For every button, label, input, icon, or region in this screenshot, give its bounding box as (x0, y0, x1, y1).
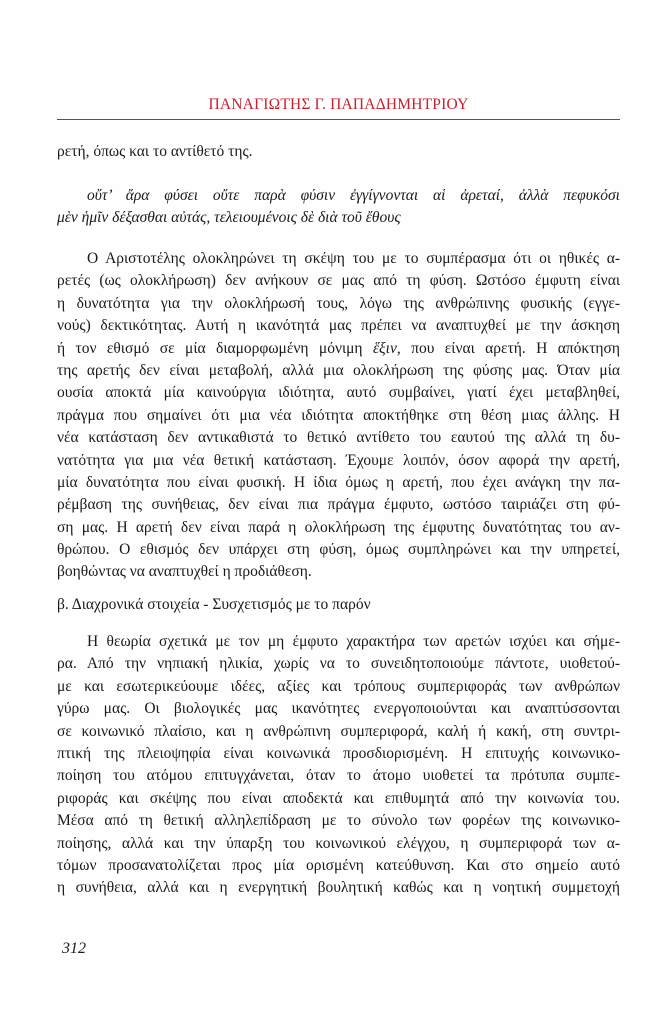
paragraph-line: ποίησης, αλλά και την ύπαρξη του κοινωνικού ελέγχου, η συμπεριφορά των α- (57, 834, 620, 852)
paragraph-line: πράγμα που σημαίνει ότι μια νέα ιδιότητα αποκτήθηκε στη θέση μιας άλλης. Η (57, 406, 620, 424)
paragraph-line: η συνήθεια, αλλά και η ενεργητική βουλητική καθώς και η νοητική συμμετοχή (57, 879, 620, 897)
paragraph-line-hexis (57, 338, 620, 360)
paragraph-line: βοηθώντας να αναπτυχθεί η προδιάθεση. (57, 563, 312, 581)
opening-line-block (57, 141, 620, 163)
paragraph-line: Ο Αριστοτέλης ολοκληρώνει τη σκέψη του με το συμπέρασμα ότι οι ηθικές α- (87, 250, 620, 267)
paragraph-line: ποίηση του ατόμου επιτυγχάνεται, όταν το άτομο υιοθετεί τα πρότυπα συμπε- (57, 767, 620, 785)
paragraph-line: τόμων προσανατολίζεται προς μία ορισμένη κατεύθυνση. Και στο σημείο αυτό (57, 856, 620, 874)
running-head: ΠΑΝΑΓΙΩΤΗΣ Γ. ΠΑΠΑΔΗΜΗΤΡΙΟΥ (208, 96, 469, 113)
paragraph-line: ουσία αποκτά μία καινούργια ιδιότητα, αυτό συμβαίνει, γιατί έχει μεταβληθεί, (57, 384, 620, 402)
paragraph-present-day (57, 631, 620, 900)
paragraph-line: νατότητα για μια νέα θετική κατάσταση. Έχουμε λοιπόν, όσον αφορά την αρετή, (57, 451, 620, 469)
paragraph-line: ριφοράς και σκέψης που είναι αποδεκτά και επιθυμητά από την κοινωνία του. (57, 789, 620, 807)
paragraph-line: με και εσωτερικεύουμε ιδέες, αξίες και τρόπους συμπεριφοράς των ανθρώπων (57, 677, 620, 695)
quote-line: οὔτ’ ἄρα φύσει οὔτε παρὰ φύσιν ἐγγίγνονται αἱ ἀρεταί, ἀλλὰ πεφυκόσι (87, 187, 620, 204)
paragraph-line: ρέμβαση της συνήθειας, δεν είναι πια πράγμα έμφυτο, ωστόσο ταιριάζει στη φύ- (57, 496, 620, 514)
header-rule (57, 119, 620, 120)
line-head: ή τον εθισμό σε μία διαμορφωμένη μόνιμη (57, 339, 373, 357)
paragraph-line: ρετές (ως ολοκλήρωση) δεν ανήκουν σε μας από τη φύση. Ωστόσο έμφυτη είναι (57, 272, 620, 290)
paragraph-line: ρα. Από την νηπιακή ηλικία, χωρίς να το συνειδητοποιούμε πάντοτε, υιοθετού- (57, 655, 620, 673)
paragraph-line: Η θεωρία σχετικά με τον μη έμφυτο χαρακτήρα των αρετών ισχύει και σήμε- (87, 633, 620, 650)
paragraph-line: νούς) δεκτικότητας. Αυτή η ικανότητά μας πρέπει να αναπτυχθεί με την άσκηση (57, 317, 620, 335)
paragraph-line: Μέσα από τη θετική αλληλεπίδραση με το σύνολο των φορέων της κοινωνικο- (57, 812, 620, 830)
paragraph-line: πτική της πλειοψηφία είναι κοινωνικά προσδιορισμένη. Η επιτυχής κοινωνικο- (57, 744, 620, 762)
ancient-greek-quote (57, 185, 620, 230)
section-heading: β. Διαχρονικά στοιχεία - Συσχετισμός με το παρόν (57, 596, 371, 613)
hexis-term: ἕξιν (372, 339, 397, 357)
paragraph-line: νέα κατάσταση δεν αντικαθιστά το θετικό αντίθετο του εαυτού της αλλά τη δυ- (57, 429, 620, 447)
paragraph-line: θρώπου. Ο εθισμός δεν υπάρχει στη φύση, όμως συμπληρώνει και την υπηρετεί, (57, 541, 620, 559)
page-number: 312 (62, 940, 86, 957)
paragraph-aristotle (57, 248, 620, 584)
line-tail: , που είναι αρετή. Η απόκτηση (396, 339, 620, 357)
paragraph-line: ση μας. Η αρετή δεν είναι παρά η ολοκλήρωση της έμφυτης δυνατότητας του αν- (57, 518, 620, 536)
opening-line: ρετή, όπως και το αντίθετό της. (57, 143, 253, 160)
paragraph-line: της αρετής δεν είναι μεταβολή, αλλά μια ολοκλήρωση της φύσης μας. Όταν μία (57, 361, 620, 379)
paragraph-line: μία δυνατότητα που είναι φυσική. Η ίδια όμως η αρετή, που έχει ανάγκη την πα- (57, 473, 620, 491)
paragraph-line: γύρω μας. Οι βιολογικές μας ικανότητες ενεργοποιούνται και αναπτύσσονται (57, 700, 620, 718)
quote-line: μὲν ἡμῖν δέξασθαι αὐτάς, τελειουμένοις δὲ διὰ τοῦ ἔθους (57, 209, 401, 227)
paragraph-line: σε κοινωνικό πλαίσιο, και η ανθρώπινη συμπεριφορά, καλή ή κακή, στη συντρι- (57, 722, 620, 740)
paragraph-line: η δυνατότητα για την ολοκλήρωσή τους, λόγω της ανθρώπινης φυσικής (εγγε- (57, 294, 620, 312)
